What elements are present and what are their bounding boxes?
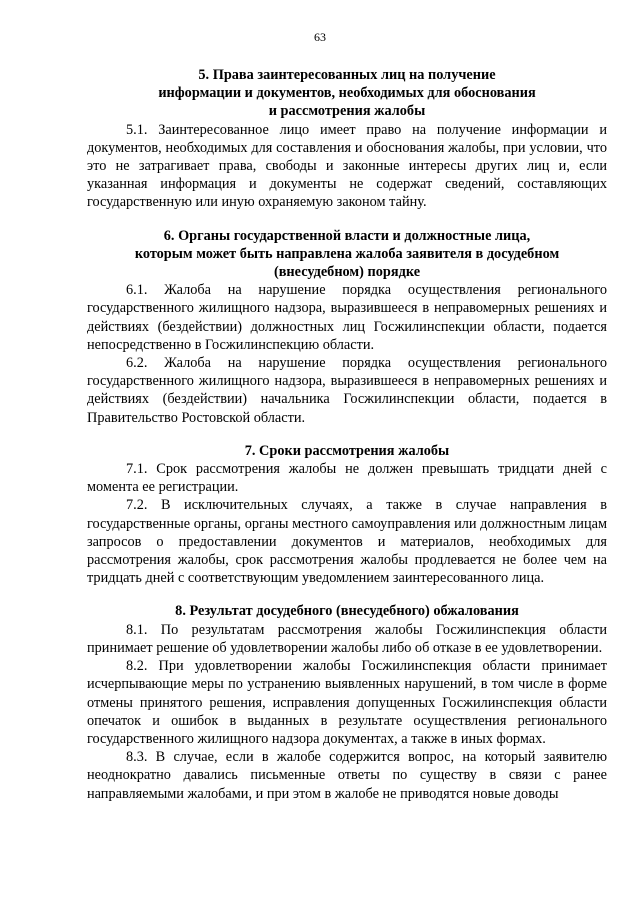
heading-line: (внесудебном) порядке xyxy=(273,264,421,281)
paragraph-8-3: 8.3. В случае, если в жалобе содержится вопрос, на который заявителю неоднократно давались письменные ответы по существу в связи с ранее направляемыми жалобами, и при этом в жалобе не приводятся новые доводы xyxy=(87,749,607,802)
paragraph-8-2: 8.2. При удовлетворении жалобы Госжилинспекция области принимает исчерпывающие меры по устранению выявленных нарушений, в том числе в форме отмены принятого решения, исправления допущенных Госжилинспекция области опечаток и ошибок в выданных в результате осуществления регионального государственного жилищного надзора документах, а также в иных формах. xyxy=(87,658,607,747)
section-8 xyxy=(87,602,607,802)
section-heading xyxy=(87,442,607,460)
paragraph-7-1: 7.1. Срок рассмотрения жалобы не должен превышать тридцати дней с момента ее регистрации. xyxy=(87,461,607,496)
heading-line: информации и документов, необходимых для обоснования xyxy=(158,85,536,102)
heading-line: 6. Органы государственной власти и должностные лица, xyxy=(163,227,531,244)
section-6 xyxy=(87,227,607,427)
section-7 xyxy=(87,442,607,588)
section-5 xyxy=(87,66,607,212)
paragraph-8-1: 8.1. По результатам рассмотрения жалобы Госжилинспекция области принимает решение об удовлетворении жалобы либо об отказе в ее удовлетворении. xyxy=(87,621,607,656)
paragraph-5-1: 5.1. Заинтересованное лицо имеет право на получение информации и документов, необходимых для составления и обоснования жалобы, при условии, что это не затрагивает права, свободы и законные интересы других лиц и, если указанная информация и документы не содержат сведений, составляющих государственную или иную охраняемую законом тайну. xyxy=(87,121,607,211)
paragraph-6-2: 6.2. Жалоба на нарушение порядка осуществления регионального государственного жилищного надзора, выразившееся в неправомерных решениях и действиях (бездействии) начальника Госжилинспекции области, подается в Правительство Ростовской области. xyxy=(87,355,607,426)
section-heading xyxy=(87,602,607,620)
section-heading xyxy=(87,66,607,121)
paragraph-6-1: 6.1. Жалоба на нарушение порядка осуществления регионального государственного жилищного надзора, выразившееся в неправомерных решениях и действиях (бездействии) должностных лиц Госжилинспекции области, подается непосредственно в Госжилинспекцию области. xyxy=(87,282,607,353)
page-number: 63 xyxy=(314,30,326,44)
paragraph-7-2: 7.2. В исключительных случаях, а также в случае направления в государственные органы, органы местного самоуправления или должностным лицам запросов о предоставлении документов и материалов, необходимых для рассмотрения жалобы, срок рассмотрения жалобы продлевается не более чем на тридцать дней с соответствующим уведомлением заинтересованного лица. xyxy=(87,497,607,587)
heading-line: 8. Результат досудебного (внесудебного) обжалования xyxy=(175,603,519,620)
section-heading xyxy=(87,227,607,282)
page-content xyxy=(87,66,607,818)
heading-line: и рассмотрения жалобы xyxy=(268,103,426,120)
heading-line: которым может быть направлена жалоба заявителя в досудебном xyxy=(134,245,560,262)
heading-line: 7. Сроки рассмотрения жалобы xyxy=(244,442,450,459)
heading-line: 5. Права заинтересованных лиц на получение xyxy=(198,67,496,83)
